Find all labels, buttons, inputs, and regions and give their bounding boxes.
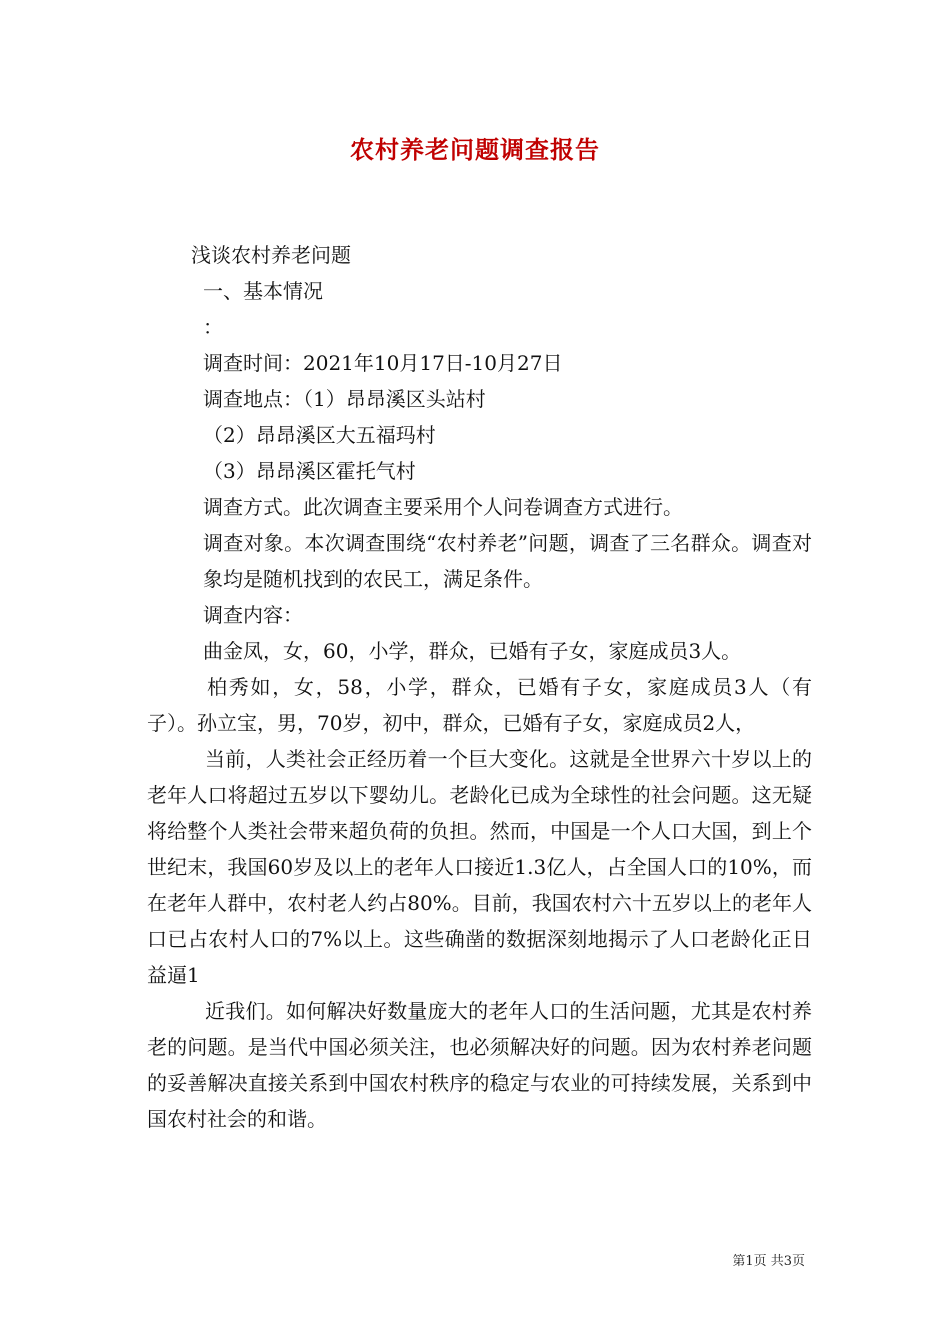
subtitle: 浅谈农村养老问题	[191, 243, 351, 267]
page-number: 第1页 共3页	[732, 1254, 805, 1269]
document-title: 农村养老问题调查报告	[350, 135, 600, 164]
survey-location-2: （2）昂昂溪区大五福玛村	[203, 423, 436, 447]
survey-subjects	[147, 525, 812, 597]
survey-content-label: 调查内容：	[203, 603, 303, 627]
respondent-2-3-text: 柏秀如，女，58，小学，群众，已婚有子女，家庭成员3人（有子）。孙立宝，男，70岁，初中，群众，已婚有子女，家庭成员2人，	[147, 675, 812, 735]
document-body	[147, 237, 812, 1137]
section-heading: 一、基本情况	[203, 279, 323, 303]
survey-time: 调查时间：2021年10月17日-10月27日	[203, 351, 563, 375]
survey-subjects-text: 调查对象。本次调查围绕“农村养老”问题，调查了三名群众。调查对象均是随机找到的农民工，满足条件。	[203, 531, 812, 591]
paragraph-significance	[147, 993, 812, 1137]
paragraph-background	[147, 741, 812, 993]
paragraph-significance-text: 近我们。如何解决好数量庞大的老年人口的生活问题，尤其是农村养老的问题。是当代中国必须关注，也必须解决好的问题。因为农村养老问题的妥善解决直接关系到中国农村秩序的稳定与农业的可持续发展，关系到中国农村社会的和谐。	[147, 999, 812, 1131]
survey-location: 调查地点：（1）昂昂溪区头站村	[203, 387, 486, 411]
respondent-2-3	[147, 669, 812, 741]
respondent-1: 曲金凤，女，60，小学，群众，已婚有子女，家庭成员3人。	[203, 639, 742, 663]
paragraph-background-text: 当前，人类社会正经历着一个巨大变化。这就是全世界六十岁以上的老年人口将超过五岁以下婴幼儿。老龄化已成为全球性的社会问题。这无疑将给整个人类社会带来超负荷的负担。然而，中国是一个人口大国，到上个世纪末，我国60岁及以上的老年人口接近1.3亿人，占全国人口的10%，而在老年人群中，农村老人约占80%。目前，我国农村六十五岁以上的老年人口已占农村人口的7%以上。这些确凿的数据深刻地揭示了人口老龄化正日益逼1	[147, 747, 812, 987]
survey-method: 调查方式。此次调查主要采用个人问卷调查方式进行。	[203, 495, 683, 519]
colon-line: ：	[203, 315, 223, 339]
survey-location-3: （3）昂昂溪区霍托气村	[203, 459, 416, 483]
